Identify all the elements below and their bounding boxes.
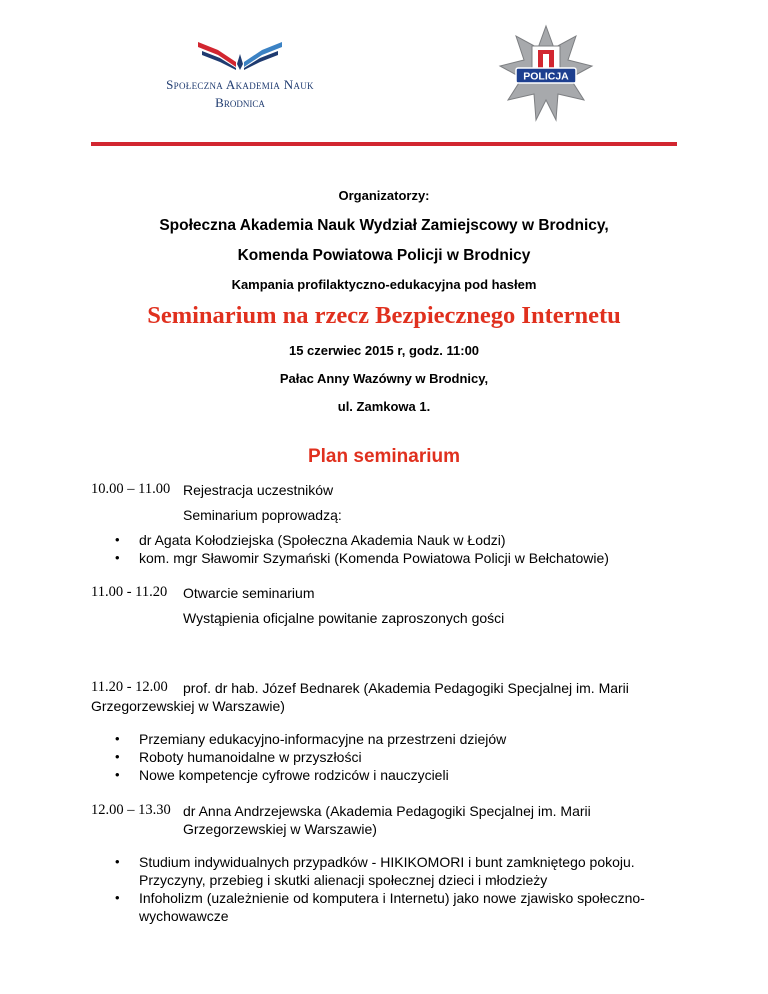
s1-sub: Seminarium poprowadzą: <box>183 507 342 523</box>
s1-time: 10.00 – 11.00 <box>91 481 171 497</box>
header-divider <box>91 142 677 146</box>
book-icon <box>140 34 340 70</box>
page-title: Seminarium na rzecz Bezpiecznego Internetu <box>147 302 621 329</box>
s3-bullet-list <box>139 730 506 784</box>
s3-title: prof. dr hab. Józef Bednarek (Akademia Pedagogiki Specjalnej im. Marii <box>183 680 629 696</box>
list-item: • kom. mgr Sławomir Szymański (Komenda Powiatowa Policji w Bełchatowie) <box>139 549 609 567</box>
list-item: • Roboty humanoidalne w przyszłości <box>139 748 506 766</box>
organizer-1: Społeczna Akademia Nauk Wydział Zamiejscowy w Brodnicy, <box>159 217 609 234</box>
s4-title: dr Anna Andrzejewska (Akademia Pedagogiki Specjalnej im. Marii <box>183 803 591 819</box>
organizer-2: Komenda Powiatowa Policji w Brodnicy <box>237 247 531 264</box>
s2-title: Otwarcie seminarium <box>183 585 315 601</box>
list-item: • dr Agata Kołodziejska (Społeczna Akademia Nauk w Łodzi) <box>139 531 609 549</box>
list-item: • Przemiany edukacyjno-informacyjne na przestrzeni dziejów <box>139 730 506 748</box>
s4-b1-line1: Studium indywidualnych przypadków - HIKIKOMORI i bunt zamkniętego pokoju. <box>139 854 635 870</box>
s2-time: 11.00 - 11.20 <box>91 584 168 600</box>
event-date: 15 czerwiec 2015 r, godz. 11:00 <box>288 343 480 358</box>
organizers-label: Organizatorzy: <box>338 188 430 203</box>
s3-time: 11.20 - 12.00 <box>91 679 168 695</box>
san-logo <box>140 34 340 114</box>
campaign-text: Kampania profilaktyczno-edukacyjna pod hasłem <box>231 277 537 292</box>
badge-text: POLICJA <box>523 70 569 83</box>
s2-sub: Wystąpienia oficjalne powitanie zaproszonych gości <box>183 610 505 626</box>
plan-heading: Plan seminarium <box>307 446 461 467</box>
list-item <box>139 889 645 925</box>
event-venue: Pałac Anny Wazówny w Brodnicy, <box>279 371 489 386</box>
police-badge <box>496 24 596 124</box>
logo-name: Społeczna Akademia Nauk <box>166 77 314 92</box>
s3-title-cont: Grzegorzewskiej w Warszawie) <box>91 698 285 714</box>
s4-b2-line1: Infoholizm (uzależnienie od komputera i Internetu) jako nowe zjawisko społeczno- <box>139 890 645 906</box>
s1-title: Rejestracja uczestników <box>183 482 334 498</box>
police-star-icon <box>496 24 596 124</box>
s4-bullet-list <box>139 853 645 925</box>
list-item: • Nowe kompetencje cyfrowe rodziców i nauczycieli <box>139 766 506 784</box>
s4-title-cont: Grzegorzewskiej w Warszawie) <box>183 821 377 837</box>
s4-time: 12.00 – 13.30 <box>91 802 171 818</box>
s4-b1-line2: Przyczyny, przebieg i skutki alienacji społecznej dzieci i młodzieży <box>139 872 548 888</box>
s1-bullet-list <box>139 531 609 567</box>
list-item <box>139 853 645 889</box>
logo-city: Brodnica <box>215 95 265 110</box>
s4-b2-line2: wychowawcze <box>139 908 229 924</box>
event-address: ul. Zamkowa 1. <box>337 399 431 414</box>
